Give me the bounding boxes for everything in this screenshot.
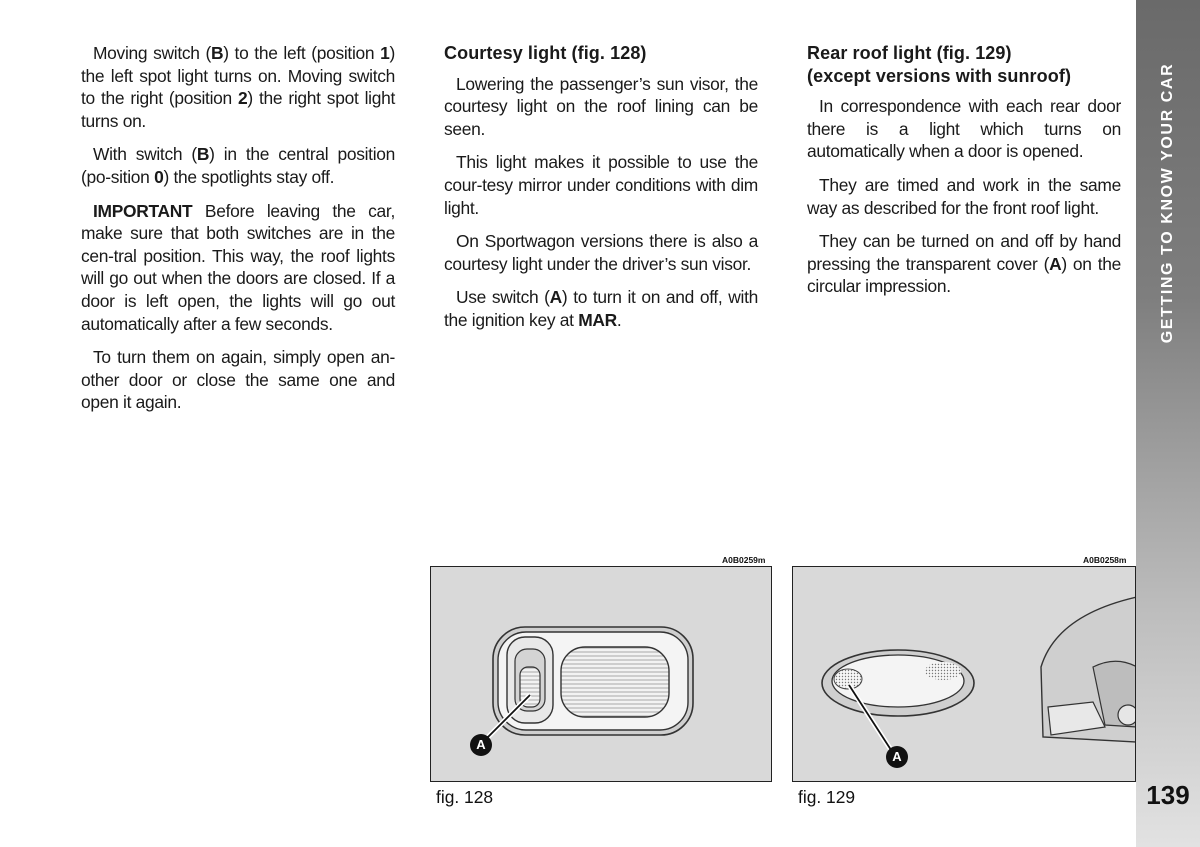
- text-column-2: [444, 42, 758, 343]
- paragraph: Lowering the passenger’s sun visor, the courtesy light on the roof lining can be seen.: [444, 73, 758, 139]
- text-column-3: [807, 42, 1121, 309]
- section-heading: Courtesy light (fig. 128): [444, 43, 647, 63]
- heading-line: Rear roof light (fig. 129): [807, 43, 1012, 63]
- text-run: ) in the central position (po-sition: [81, 144, 395, 187]
- paragraph: [444, 286, 758, 331]
- text-run: ) to turn it on and off, with the ignition key at: [444, 287, 758, 330]
- text-run: ) on the circular impression.: [807, 253, 1121, 297]
- text-run: ) the right spot light turns on.: [81, 88, 395, 131]
- callout-a-label: A: [476, 737, 486, 752]
- section-heading: [807, 42, 1121, 87]
- figure-caption: fig. 128: [436, 787, 494, 807]
- callout-a-label: A: [892, 749, 902, 764]
- text-run: They can be turned on and off by hand pressing the transparent cover (: [807, 231, 1121, 274]
- text-run: ) the left spot light turns on. Moving switch to the right (position: [81, 43, 395, 109]
- text-run: Use switch (: [456, 287, 550, 308]
- bold-run: B: [210, 43, 224, 63]
- text-run: ) to the left (position: [223, 43, 381, 63]
- paragraph: This light makes it possible to use the cour-tesy mirror under conditions with dim light.: [444, 152, 758, 218]
- figure-129-illustration: [792, 566, 1136, 782]
- chapter-title-text: GETTING TO KNOW YOUR CAR: [1159, 62, 1176, 344]
- text-run: With switch (: [93, 144, 197, 165]
- paragraph: In correspondence with each rear door there is a light which turns on automatically when a door is opened.: [807, 96, 1121, 162]
- paragraph: [81, 200, 395, 336]
- text-run: Before leaving the car, make sure that both switches are in the cen-tral position. This way, the roof lights will go out when the doors are closed. If a door is left open, the lights will go out automatically after a few seconds.: [81, 200, 395, 334]
- bold-run: B: [196, 144, 210, 165]
- paragraph: They are timed and work in the same way as described for the front roof light.: [807, 174, 1121, 218]
- figure-code: A0B0259m: [722, 555, 766, 565]
- text-run: ) the spotlights stay off.: [163, 166, 335, 187]
- heading-line: (except versions with sunroof): [807, 65, 1072, 86]
- figure-caption: fig. 129: [798, 787, 856, 807]
- bold-run: 0: [154, 166, 164, 187]
- bold-run: MAR: [578, 309, 617, 330]
- rear-roof-light-drawing: [793, 567, 1136, 782]
- important-label: IMPORTANT: [93, 200, 193, 221]
- text-run: Moving switch (: [93, 43, 211, 63]
- text-run: .: [616, 309, 622, 330]
- figure-128-illustration: [430, 566, 772, 782]
- bold-run: 1: [380, 43, 390, 63]
- text-column-1: [81, 42, 395, 425]
- paragraph: [81, 42, 395, 132]
- paragraph: [81, 143, 395, 188]
- paragraph: On Sportwagon versions there is also a courtesy light under the driver’s sun visor.: [444, 231, 758, 274]
- paragraph: To turn them on again, simply open an-other door or close the same one and open it again.: [81, 347, 395, 413]
- figure-code: A0B0258m: [1083, 555, 1127, 565]
- bold-run: A: [1049, 253, 1062, 274]
- paragraph: [807, 230, 1121, 298]
- page-number: 139: [1146, 780, 1190, 810]
- bold-run: A: [549, 287, 562, 308]
- bold-run: 2: [238, 88, 248, 109]
